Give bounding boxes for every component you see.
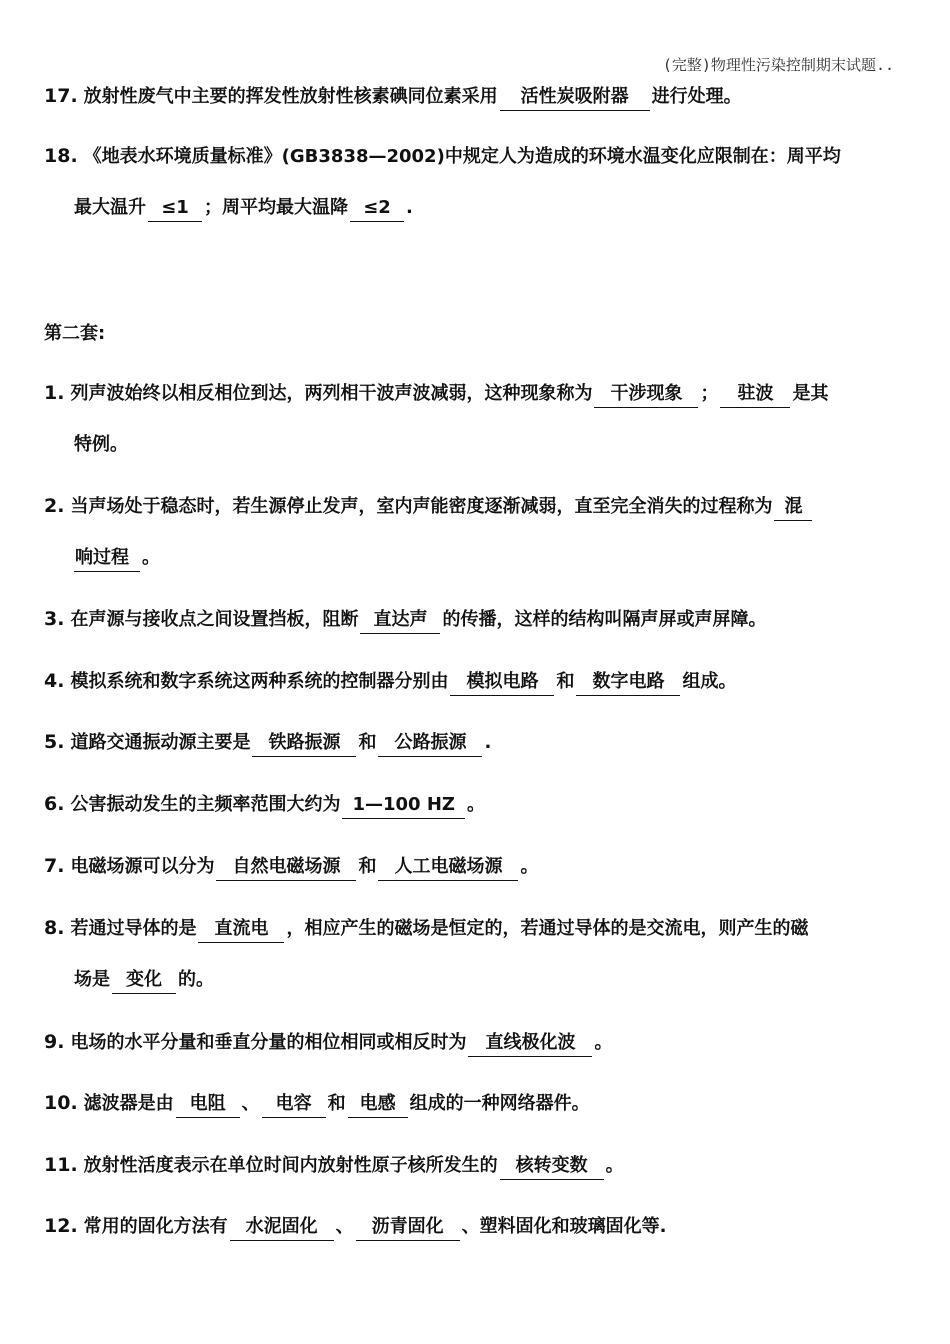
answer-blank: 沥青固化 — [356, 1214, 460, 1241]
answer-blank: 响过程 — [74, 545, 140, 572]
question-number: 1. — [44, 382, 65, 404]
question-number: 9. — [44, 1031, 65, 1053]
question-4 — [44, 655, 910, 708]
question-text: 公害振动发生的主频率范围大约为 — [70, 794, 341, 815]
question-text: 道路交通振动源主要是 — [70, 732, 251, 753]
question-text: 。 — [594, 1032, 613, 1053]
question-number: 5. — [44, 731, 65, 753]
question-text: 、塑料固化和玻璃固化等. — [461, 1216, 667, 1237]
question-8-line2 — [44, 954, 940, 1006]
answer-blank: 铁路振源 — [252, 730, 356, 757]
question-text: 《地表水环境质量标准》(GB3838—2002)中规定人为造成的环境水温变化应限制在：周平均 — [83, 146, 841, 167]
question-text: . — [406, 197, 413, 218]
question-text: 放射性活度表示在单位时间内放射性原子核所发生的 — [83, 1155, 498, 1176]
question-number: 11. — [44, 1154, 78, 1176]
question-text: 。 — [520, 856, 539, 877]
question-text: ；周平均最大温降 — [204, 197, 348, 218]
question-1-line2 — [44, 419, 940, 471]
question-text: ； — [700, 383, 719, 404]
answer-blank: 电感 — [348, 1091, 408, 1118]
answer-blank: 干涉现象 — [594, 381, 698, 408]
question-text: 在声源与接收点之间设置挡板，阻断 — [70, 609, 359, 630]
question-2-line2 — [44, 532, 940, 584]
question-text: 和 — [327, 1093, 346, 1114]
question-18-line2 — [44, 182, 940, 234]
question-3 — [44, 593, 910, 646]
answer-blank: 活性炭吸附器 — [500, 84, 650, 111]
question-12 — [44, 1200, 910, 1253]
question-text: 放射性废气中主要的挥发性放射性核素碘同位素采用 — [83, 86, 498, 107]
answer-blank: 人工电磁场源 — [378, 854, 518, 881]
question-text: ，相应产生的磁场是恒定的，若通过导体的是交流电，则产生的磁 — [286, 918, 809, 939]
question-text: 组成。 — [682, 671, 737, 692]
question-6 — [44, 778, 910, 831]
document-header: (完整)物理性污染控制期末试题.. — [662, 56, 894, 74]
question-number: 2. — [44, 495, 65, 517]
question-number: 8. — [44, 917, 65, 939]
question-number: 10. — [44, 1092, 78, 1114]
answer-blank: 直达声 — [360, 607, 440, 634]
question-text: 特例。 — [74, 434, 128, 455]
question-9 — [44, 1016, 910, 1069]
answer-blank: 核转变数 — [500, 1153, 604, 1180]
question-17 — [44, 70, 910, 123]
answer-blank: 电阻 — [176, 1091, 240, 1118]
question-text: 和 — [556, 671, 575, 692]
answer-blank: 模拟电路 — [450, 669, 554, 696]
question-number: 12. — [44, 1215, 78, 1237]
answer-blank: 直流电 — [198, 916, 284, 943]
question-number: 18. — [44, 145, 78, 167]
answer-blank: ≤2 — [350, 195, 404, 222]
answer-blank: 混 — [774, 494, 812, 521]
question-text: 。 — [142, 547, 160, 568]
question-number: 6. — [44, 793, 65, 815]
question-text: 的。 — [178, 969, 214, 990]
answer-blank: 水泥固化 — [230, 1214, 334, 1241]
question-text: 。 — [466, 794, 485, 815]
question-text: 当声场处于稳态时，若生源停止发声，室内声能密度逐渐减弱，直至完全消失的过程称为 — [70, 496, 773, 517]
question-number: 3. — [44, 608, 65, 630]
answer-blank: 数字电路 — [576, 669, 680, 696]
question-text: 的传播，这样的结构叫隔声屏或声屏障。 — [442, 609, 767, 630]
question-text: 电场的水平分量和垂直分量的相位相同或相反时为 — [70, 1032, 467, 1053]
question-5 — [44, 716, 910, 769]
question-text: 进行处理。 — [651, 86, 742, 107]
question-text: 和 — [358, 732, 377, 753]
question-2 — [44, 480, 910, 533]
question-11 — [44, 1139, 910, 1192]
question-text: 电磁场源可以分为 — [70, 856, 215, 877]
answer-blank: ≤1 — [148, 195, 202, 222]
question-1 — [44, 367, 910, 420]
question-text: 和 — [358, 856, 377, 877]
question-number: 17. — [44, 85, 78, 107]
answer-blank: 驻波 — [720, 381, 790, 408]
question-text: 组成的一种网络器件。 — [409, 1093, 590, 1114]
question-text: 模拟系统和数字系统这两种系统的控制器分别由 — [70, 671, 449, 692]
question-number: 7. — [44, 855, 65, 877]
answer-blank: 自然电磁场源 — [216, 854, 356, 881]
question-10 — [44, 1077, 910, 1130]
question-text: 。 — [605, 1155, 624, 1176]
answer-blank: 电容 — [262, 1091, 326, 1118]
question-text: 常用的固化方法有 — [83, 1216, 228, 1237]
question-number: 4. — [44, 670, 65, 692]
answer-blank: 1—100 HZ — [342, 792, 464, 819]
question-text: . — [484, 732, 492, 753]
answer-blank: 公路振源 — [378, 730, 482, 757]
question-text: 、 — [241, 1093, 260, 1114]
section-title: 第二套: — [44, 323, 106, 344]
question-text: 最大温升 — [74, 197, 146, 218]
question-text: 若通过导体的是 — [70, 918, 197, 939]
question-18 — [44, 130, 910, 183]
question-8 — [44, 902, 910, 955]
answer-blank: 变化 — [112, 967, 176, 994]
question-text: 场是 — [74, 969, 110, 990]
question-7 — [44, 840, 910, 893]
answer-blank: 直线极化波 — [468, 1030, 592, 1057]
question-text: 列声波始终以相反相位到达，两列相干波声波减弱，这种现象称为 — [70, 383, 593, 404]
question-text: 、 — [335, 1216, 354, 1237]
question-text: 是其 — [792, 383, 829, 404]
question-text: 滤波器是由 — [83, 1093, 174, 1114]
